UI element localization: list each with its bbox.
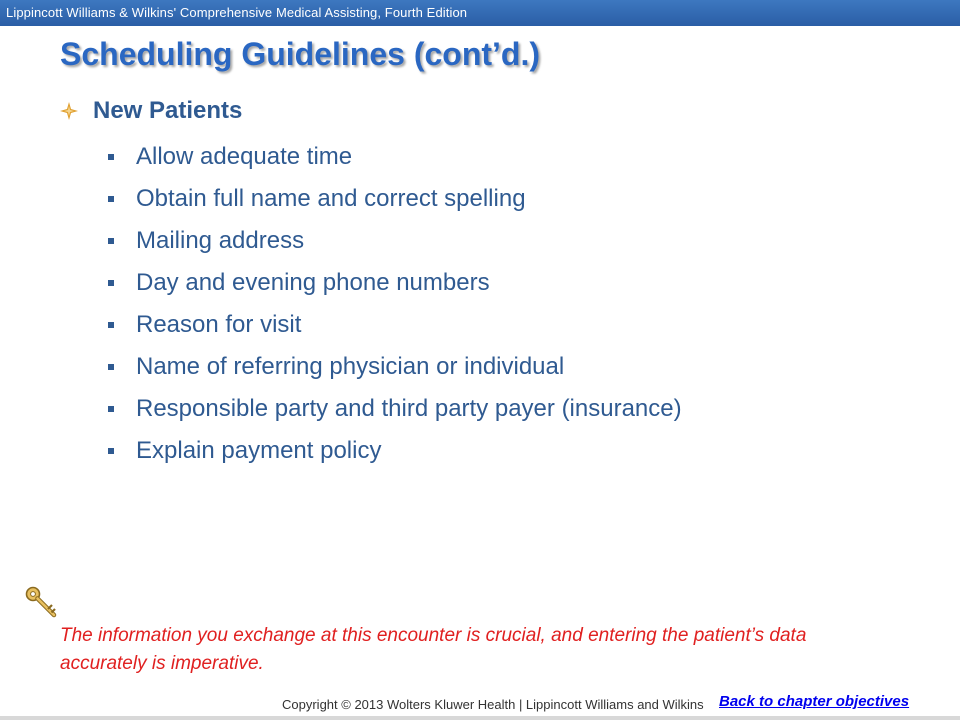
book-title: Lippincott Williams & Wilkins' Comprehensive Medical Assisting, Fourth Edition — [6, 5, 468, 20]
sub-point-item — [108, 262, 682, 304]
copyright-text: Copyright © 2013 Wolters Kluwer Health | Lippincott Williams and Wilkins — [282, 697, 704, 712]
square-bullet-icon — [108, 154, 114, 160]
sub-point-text: Obtain full name and correct spelling — [136, 185, 526, 212]
key-note: The information you exchange at this encounter is crucial, and entering the patient’s data accurately is imperative. — [60, 625, 807, 674]
sub-point-item — [108, 178, 682, 220]
header-bar — [0, 0, 960, 26]
sub-point-text: Mailing address — [136, 227, 305, 254]
sub-point-item — [108, 220, 682, 262]
main-point-label: New Patients — [93, 97, 243, 124]
diamond-bullet-icon — [60, 102, 78, 120]
square-bullet-icon — [108, 196, 114, 202]
sub-point-item — [108, 304, 682, 346]
sub-point-list — [108, 136, 682, 472]
square-bullet-icon — [108, 364, 114, 370]
sub-point-text: Day and evening phone numbers — [136, 269, 490, 296]
sub-point-text: Name of referring physician or individual — [136, 353, 565, 380]
sub-point-item — [108, 388, 682, 430]
square-bullet-icon — [108, 238, 114, 244]
sub-point-text: Reason for visit — [136, 311, 302, 338]
sub-point-item — [108, 136, 682, 178]
sub-point-text: Allow adequate time — [136, 143, 353, 170]
back-to-objectives-link[interactable]: Back to chapter objectives — [716, 693, 912, 710]
square-bullet-icon — [108, 406, 114, 412]
square-bullet-icon — [108, 322, 114, 328]
sub-point-text: Responsible party and third party payer (insurance) — [136, 395, 682, 422]
sub-point-item — [108, 430, 682, 472]
sub-point-text: Explain payment policy — [136, 437, 382, 464]
bottom-strip — [0, 716, 960, 720]
sub-point-item — [108, 346, 682, 388]
main-point — [60, 97, 242, 125]
key-icon — [24, 585, 60, 621]
square-bullet-icon — [108, 280, 114, 286]
square-bullet-icon — [108, 448, 114, 454]
slide-title: Scheduling Guidelines (cont’d.) — [60, 36, 541, 72]
